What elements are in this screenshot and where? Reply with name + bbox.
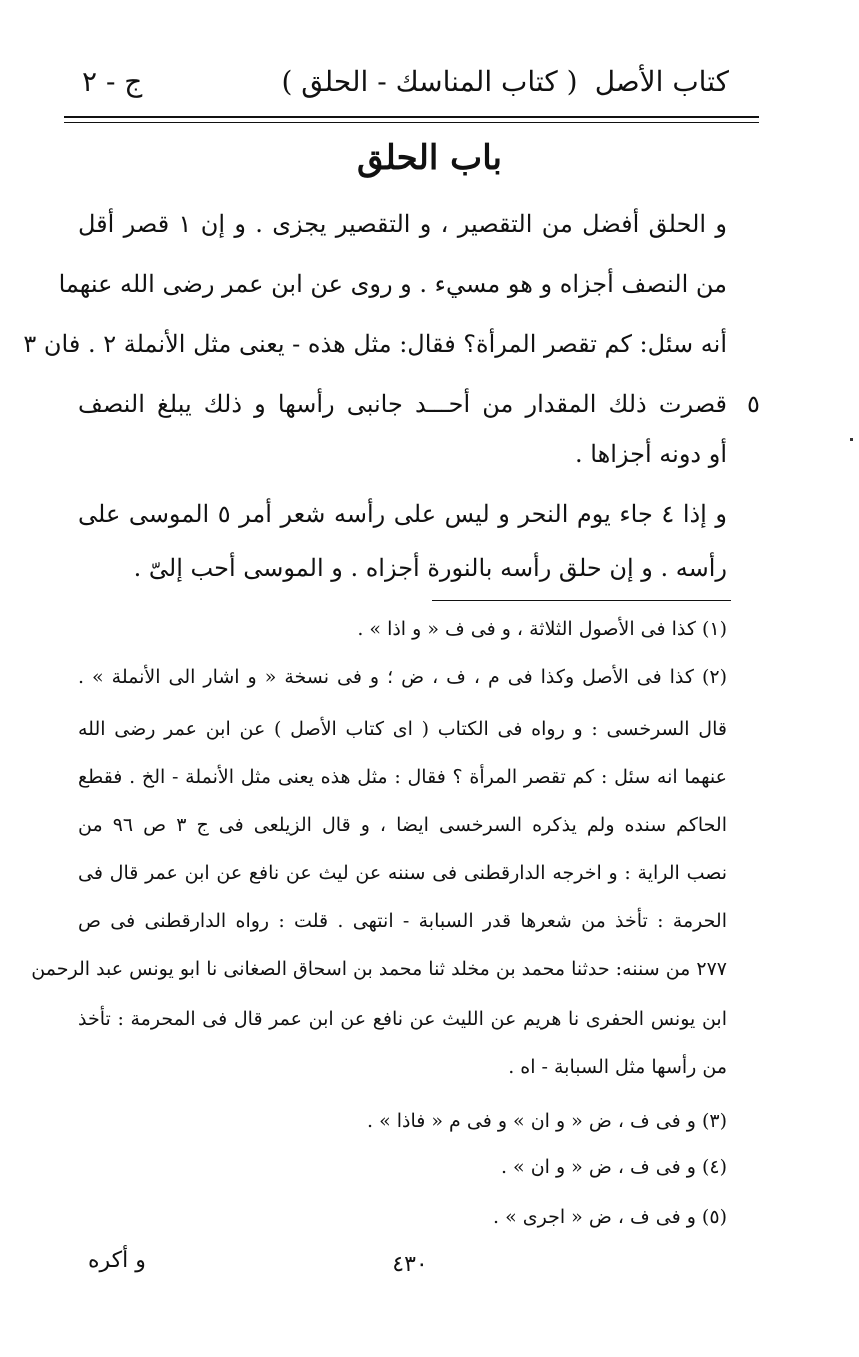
footnote-line: الحرمة : تأخذ من شعرها قدر السبابة - انتهى . قلت : رواه الدارقطنى فى ص xyxy=(78,910,727,932)
footnote-separator xyxy=(432,600,731,601)
body-line: رأسه . و إن حلق رأسه بالنورة أجزاه . و الموسى أحب إلىّ . xyxy=(133,554,727,582)
header-rule-thin xyxy=(64,122,759,123)
footnote-line: ابن يونس الحفرى نا هريم عن الليث عن نافع عن ابن عمر قال فى المحرمة : تأخذ xyxy=(78,1008,727,1030)
footnote-line: نصب الراية : و اخرجه الدارقطنى فى سننه عن ليث عن نافع عن ابن عمر قال فى xyxy=(78,862,727,884)
catchword: و أكره xyxy=(88,1248,146,1273)
body-line: من النصف أجزاه و هو مسيء . و روى عن ابن عمر رضى الله عنهما xyxy=(58,270,727,298)
page-number: ٤٣٠ xyxy=(392,1252,428,1277)
body-line: أو دونه أجزاها . xyxy=(575,440,727,468)
scan-speck xyxy=(850,438,853,441)
chapter-title: باب الحلق xyxy=(356,138,503,178)
margin-line-number: ٥ xyxy=(747,390,760,418)
footnote-line: ٢٧٧ من سننه: حدثنا محمد بن مخلد ثنا محمد بن اسحاق الصغانى نا ابو يونس عبد الرحمن xyxy=(31,958,727,980)
body-line: و الحلق أفضل من التقصير ، و التقصير يجزى . و إن ١ قصر أقل xyxy=(78,210,727,238)
footnote-line: (٣) و فى ف ، ض « و ان » و فى م « فاذا » . xyxy=(367,1110,727,1132)
footnote-line: (٥) و فى ف ، ض « اجرى » . xyxy=(493,1206,727,1228)
running-header-book: كتاب الأصل xyxy=(594,65,729,98)
footnote-line: من رأسها مثل السبابة - اه . xyxy=(508,1056,727,1078)
body-line: أنه سئل: كم تقصر المرأة؟ فقال: مثل هذه - يعنى مثل الأنملة ٢ . فان ٣ xyxy=(23,330,727,358)
footnote-line: (١) كذا فى الأصول الثلاثة ، و فى ف « و اذا » . xyxy=(357,618,727,640)
footnote-line: قال السرخسى : و رواه فى الكتاب ( اى كتاب الأصل ) عن ابن عمر رضى الله xyxy=(78,718,727,740)
header-rule-thick xyxy=(64,116,759,118)
body-line: قصرت ذلك المقدار من أحـــد جانبى رأسها و ذلك يبلغ النصف xyxy=(78,390,727,418)
footnote-line: الحاكم سنده ولم يذكره السرخسى ايضا ، و قال الزيلعى فى ج ٣ ص ٩٦ من xyxy=(78,814,727,836)
footnote-line: (٢) كذا فى الأصل وكذا فى م ، ف ، ض ؛ و فى نسخة « و اشار الى الأنملة » . xyxy=(78,666,727,688)
running-header-volume: ج - ٢ xyxy=(82,65,143,98)
footnote-line: عنهما انه سئل : كم تقصر المرأة ؟ فقال : مثل هذه يعنى مثل الأنملة - الخ . فقطع xyxy=(78,766,727,788)
body-line: و إذا ٤ جاء يوم النحر و ليس على رأسه شعر أمر ٥ الموسى على xyxy=(78,500,727,528)
running-header-section: ( كتاب المناسك - الحلق ) xyxy=(281,65,578,98)
footnote-line: (٤) و فى ف ، ض « و ان » . xyxy=(500,1156,727,1178)
